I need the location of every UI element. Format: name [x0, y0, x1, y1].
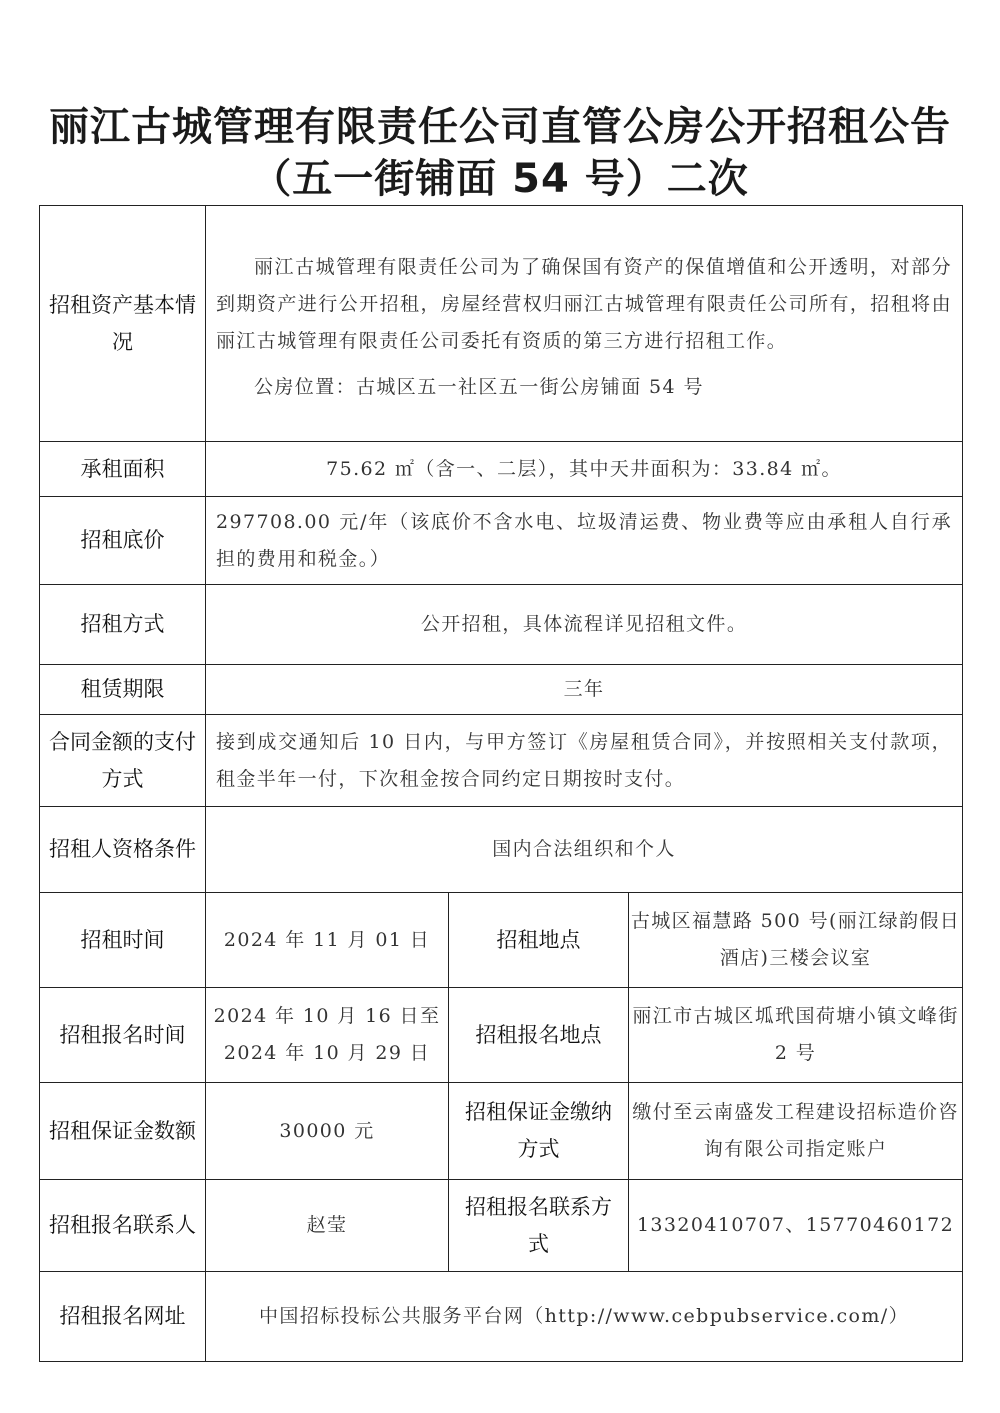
table-row-term — [40, 665, 963, 715]
value-tender-place: 古城区福慧路 500 号(丽江绿韵假日酒店)三楼会议室 — [629, 893, 963, 988]
label-website: 招租报名网址 — [40, 1272, 206, 1362]
value-contact-phone: 13320410707、15770460172 — [629, 1180, 963, 1272]
table-row-method — [40, 585, 963, 665]
table-row-basic-info — [40, 206, 963, 442]
value-website: 中国招标投标公共服务平台网（http://www.cebpubservice.com/） — [206, 1272, 963, 1362]
label-registration-time: 招租报名时间 — [40, 988, 206, 1083]
label-qualification: 招租人资格条件 — [40, 807, 206, 893]
label-tender-place: 招租地点 — [449, 893, 629, 988]
label-basic-info: 招租资产基本情况 — [40, 206, 206, 442]
value-deposit-amount: 30000 元 — [206, 1083, 449, 1180]
value-tender-time: 2024 年 11 月 01 日 — [206, 893, 449, 988]
label-contact-person: 招租报名联系人 — [40, 1180, 206, 1272]
label-registration-place: 招租报名地点 — [449, 988, 629, 1083]
value-area: 75.62 ㎡（含一、二层），其中天井面积为：33.84 ㎡。 — [206, 442, 963, 497]
table-row-registration — [40, 988, 963, 1083]
value-deposit-method: 缴付至云南盛发工程建设招标造价咨询有限公司指定账户 — [629, 1083, 963, 1180]
label-payment: 合同金额的支付方式 — [40, 715, 206, 807]
document-title-line-1: 丽江古城管理有限责任公司直管公房公开招租公告 — [49, 104, 951, 150]
document-title-line-2: （五一街铺面 54 号）二次 — [251, 156, 749, 202]
value-registration-time: 2024 年 10 月 16 日至2024 年 10 月 29 日 — [206, 988, 449, 1083]
label-deposit-amount: 招租保证金数额 — [40, 1083, 206, 1180]
label-term: 租赁期限 — [40, 665, 206, 715]
label-area: 承租面积 — [40, 442, 206, 497]
value-reserve-price: 297708.00 元/年（该底价不含水电、垃圾清运费、物业费等应由承租人自行承担的费用和税金。） — [206, 497, 963, 585]
table-row-contact — [40, 1180, 963, 1272]
table-row-deposit — [40, 1083, 963, 1180]
label-method: 招租方式 — [40, 585, 206, 665]
table-row-reserve-price — [40, 497, 963, 585]
label-contact-phone: 招租报名联系方式 — [449, 1180, 629, 1272]
table-row-website — [40, 1272, 963, 1362]
value-contact-person: 赵莹 — [206, 1180, 449, 1272]
notice-table — [39, 205, 963, 1362]
label-tender-time: 招租时间 — [40, 893, 206, 988]
table-row-tender-time — [40, 893, 963, 988]
value-registration-place: 丽江市古城区坬玳国荷塘小镇文峰街 2 号 — [629, 988, 963, 1083]
basic-info-paragraph: 丽江古城管理有限责任公司为了确保国有资产的保值增值和公开透明，对部分到期资产进行公开招租，房屋经营权归丽江古城管理有限责任公司所有，招租将由丽江古城管理有限责任公司委托有资质的第三方进行招租工作。 — [216, 256, 953, 352]
table-row-area — [40, 442, 963, 497]
property-location: 公房位置：古城区五一社区五一街公房铺面 54 号 — [254, 376, 704, 398]
label-deposit-method: 招租保证金缴纳方式 — [449, 1083, 629, 1180]
value-payment: 接到成交通知后 10 日内，与甲方签订《房屋租赁合同》，并按照相关支付款项，租金半年一付，下次租金按合同约定日期按时支付。 — [206, 715, 963, 807]
value-method: 公开招租，具体流程详见招租文件。 — [206, 585, 963, 665]
value-term: 三年 — [206, 665, 963, 715]
label-reserve-price: 招租底价 — [40, 497, 206, 585]
table-row-qualification — [40, 807, 963, 893]
value-qualification: 国内合法组织和个人 — [206, 807, 963, 893]
table-row-payment — [40, 715, 963, 807]
value-basic-info — [206, 206, 963, 442]
